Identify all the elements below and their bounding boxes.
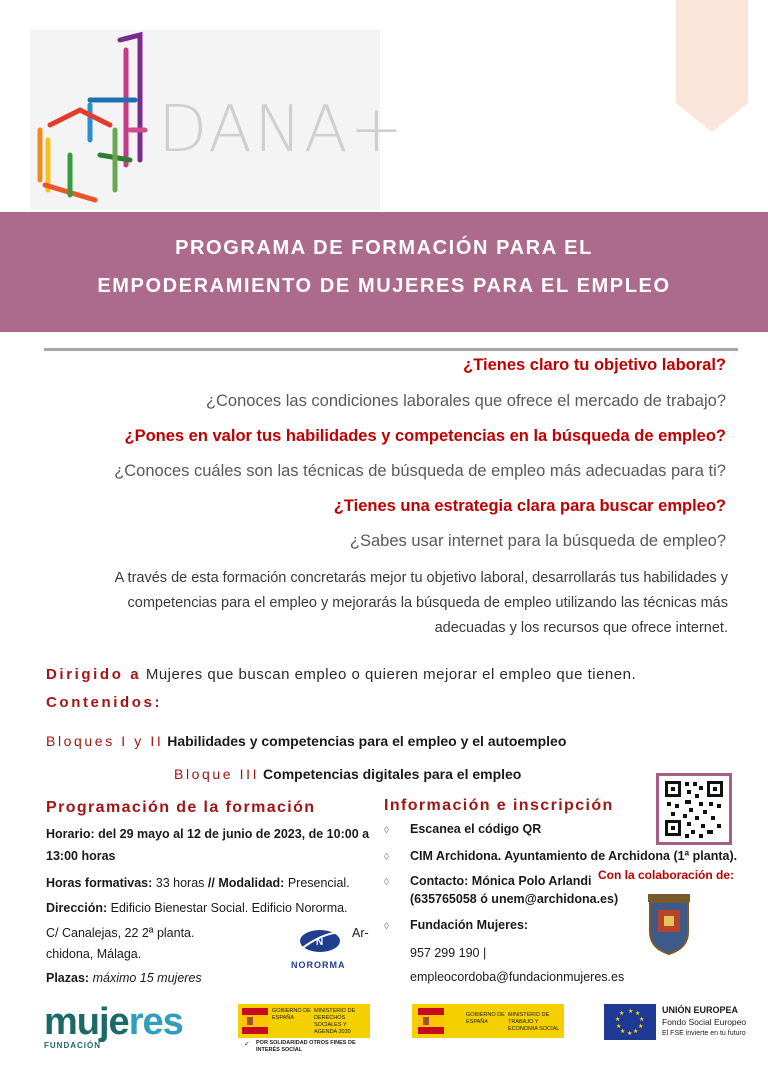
check-icon: ✓ bbox=[244, 1041, 250, 1048]
divider bbox=[44, 348, 738, 351]
qr-code-icon bbox=[659, 776, 729, 842]
diamond-bullet-icon: ◊ bbox=[384, 877, 389, 888]
archidona-shield-icon bbox=[644, 892, 694, 956]
corner-ribbon bbox=[676, 0, 748, 132]
bloque-3-label: Bloque III bbox=[174, 766, 260, 782]
bloque-1-2 bbox=[46, 733, 566, 749]
banner-title-line-2: EMPODERAMIENTO DE MUJERES PARA EL EMPLEO bbox=[97, 275, 671, 297]
contenidos-label: Contenidos: bbox=[46, 694, 163, 711]
diamond-bullet-icon: ◊ bbox=[384, 825, 389, 836]
bloque-1-2-text: Habilidades y competencias para el empleo y el autoempleo bbox=[167, 733, 567, 749]
eu-line-1: Fondo Social Europeo bbox=[662, 1017, 747, 1027]
question-5: ¿Tienes una estrategia clara para buscar empleo? bbox=[333, 497, 726, 515]
informacion-title: Información e inscripción bbox=[384, 797, 614, 814]
question-1: ¿Tienes claro tu objetivo laboral? bbox=[463, 356, 726, 374]
svg-text:★: ★ bbox=[627, 1030, 633, 1037]
dirigido-text: Mujeres que buscan empleo o quieren mejorar el empleo que tienen. bbox=[145, 666, 637, 683]
logo-wordmark: DANA+ bbox=[158, 93, 406, 167]
nororma-logo-icon bbox=[290, 924, 348, 964]
qr-code[interactable] bbox=[656, 773, 732, 845]
dirigido-row bbox=[46, 666, 636, 683]
fundacion-mujeres-logo bbox=[44, 1003, 183, 1050]
intro-line-2: competencias para el empleo y mejorarás la búsqueda de empleo utilizando las técnicas más bbox=[127, 595, 728, 611]
eu-stars-icon bbox=[604, 1004, 656, 1040]
bloque-1-2-label: Bloques I y II bbox=[46, 733, 164, 749]
svg-text:N: N bbox=[316, 937, 324, 948]
dana-logo-icon bbox=[30, 30, 170, 210]
direccion-value: Edificio Bienestar Social. Edificio Nororma. bbox=[110, 901, 348, 915]
eu-text bbox=[662, 1004, 746, 1040]
horario-value-2: 13:00 horas bbox=[46, 849, 116, 863]
horas-row bbox=[46, 872, 350, 894]
calle-line-1: C/ Canalejas, 22 2ª planta. bbox=[46, 926, 195, 940]
svg-text:★: ★ bbox=[633, 1028, 639, 1035]
bloque-3 bbox=[174, 766, 521, 782]
spain-flag-icon bbox=[242, 1008, 268, 1034]
logo-text-b: res bbox=[128, 1001, 183, 1043]
eu-flag bbox=[604, 1004, 656, 1040]
horario-line-2 bbox=[46, 845, 115, 867]
modalidad-value: Presencial. bbox=[287, 876, 350, 890]
eu-line-2: El FSE invierte en tu futuro bbox=[662, 1030, 746, 1037]
info-item-contacto: Contacto: Mónica Polo Arlandi bbox=[410, 874, 592, 888]
question-6: ¿Sabes usar internet para la búsqueda de empleo? bbox=[349, 532, 726, 550]
plazas-label: Plazas: bbox=[46, 971, 90, 985]
info-item-qr: Escanea el código QR bbox=[410, 822, 542, 836]
logo-fundacion-text: FUNDACIÓN bbox=[44, 1041, 101, 1050]
horario-label: Horario: bbox=[46, 827, 95, 841]
solidaridad-text: POR SOLIDARIDAD OTROS FINES DE INTERÉS SOCIAL bbox=[256, 1040, 356, 1053]
banner-title-line-1: PROGRAMA DE FORMACIÓN PARA EL bbox=[175, 237, 593, 259]
plazas-row bbox=[46, 967, 202, 989]
svg-text:★: ★ bbox=[620, 1028, 626, 1035]
gob1-text-a: GOBIERNO DE ESPAÑA bbox=[272, 1008, 311, 1021]
info-item-cim: CIM Archidona. Ayuntamiento de Archidona (1ª planta). bbox=[410, 849, 738, 863]
diamond-bullet-icon: ◊ bbox=[384, 921, 389, 932]
gob1-text-b: MINISTERIO DE DERECHOS SOCIALES Y AGENDA 2030 bbox=[314, 1008, 356, 1035]
svg-text:★: ★ bbox=[616, 1023, 622, 1030]
info-item-fundacion: Fundación Mujeres: bbox=[410, 918, 529, 932]
spain-flag-icon bbox=[418, 1008, 444, 1034]
dirigido-label: Dirigido a bbox=[46, 666, 142, 683]
intro-line-1: A través de esta formación concretarás mejor tu objetivo laboral, desarrollarás tus habilidades y bbox=[114, 570, 728, 586]
svg-text:★: ★ bbox=[635, 1010, 641, 1017]
direccion-label: Dirección: bbox=[46, 901, 108, 915]
colaboracion-label: Con la colaboración de: bbox=[598, 868, 735, 882]
intro-line-3: adecuadas y los recursos que ofrece internet. bbox=[434, 620, 728, 636]
plazas-value: máximo 15 mujeres bbox=[92, 971, 202, 985]
contacto-detail: (635765058 ó unem@archidona.es) bbox=[410, 892, 619, 906]
modalidad-label: Modalidad: bbox=[218, 876, 285, 890]
separator: // bbox=[207, 876, 215, 890]
calle-line-2: chidona, Málaga. bbox=[46, 947, 142, 961]
bloque-3-text: Competencias digitales para el empleo bbox=[263, 766, 522, 782]
diamond-bullet-icon: ◊ bbox=[384, 852, 389, 863]
svg-text:★: ★ bbox=[639, 1016, 645, 1023]
eu-title: UNIÓN EUROPEA bbox=[662, 1005, 739, 1015]
svg-text:★: ★ bbox=[628, 1008, 634, 1015]
gob2-text-b: MINISTERIO DE TRABAJO Y ECONOMÍA SOCIAL bbox=[508, 1012, 560, 1032]
horas-value: 33 horas bbox=[155, 876, 205, 890]
horario-line-1 bbox=[46, 823, 369, 845]
email-link[interactable]: empleocordoba@fundacionmujeres.es bbox=[410, 970, 625, 984]
svg-text:★: ★ bbox=[615, 1016, 621, 1023]
horario-value: del 29 mayo al 12 de junio de 2023, de 10:00 a bbox=[98, 827, 370, 841]
nororma-label: NORORMA bbox=[291, 960, 346, 970]
svg-text:★: ★ bbox=[619, 1010, 625, 1017]
gob2-text-a: GOBIERNO DE ESPAÑA bbox=[466, 1012, 505, 1025]
title-banner bbox=[0, 212, 768, 332]
telefono: 957 299 190 | bbox=[410, 946, 487, 960]
question-3: ¿Pones en valor tus habilidades y competencias en la búsqueda de empleo? bbox=[124, 427, 726, 445]
programacion-title: Programación de la formación bbox=[46, 799, 316, 816]
svg-text:★: ★ bbox=[638, 1023, 644, 1030]
calle-ar: Ar- bbox=[352, 926, 369, 940]
logo-text-a: muje bbox=[44, 1001, 129, 1043]
horas-label: Horas formativas: bbox=[46, 876, 153, 890]
question-4: ¿Conoces cuáles son las técnicas de búsqueda de empleo más adecuadas para ti? bbox=[114, 462, 726, 480]
direccion-row bbox=[46, 897, 348, 919]
question-2: ¿Conoces las condiciones laborales que ofrece el mercado de trabajo? bbox=[205, 392, 726, 410]
